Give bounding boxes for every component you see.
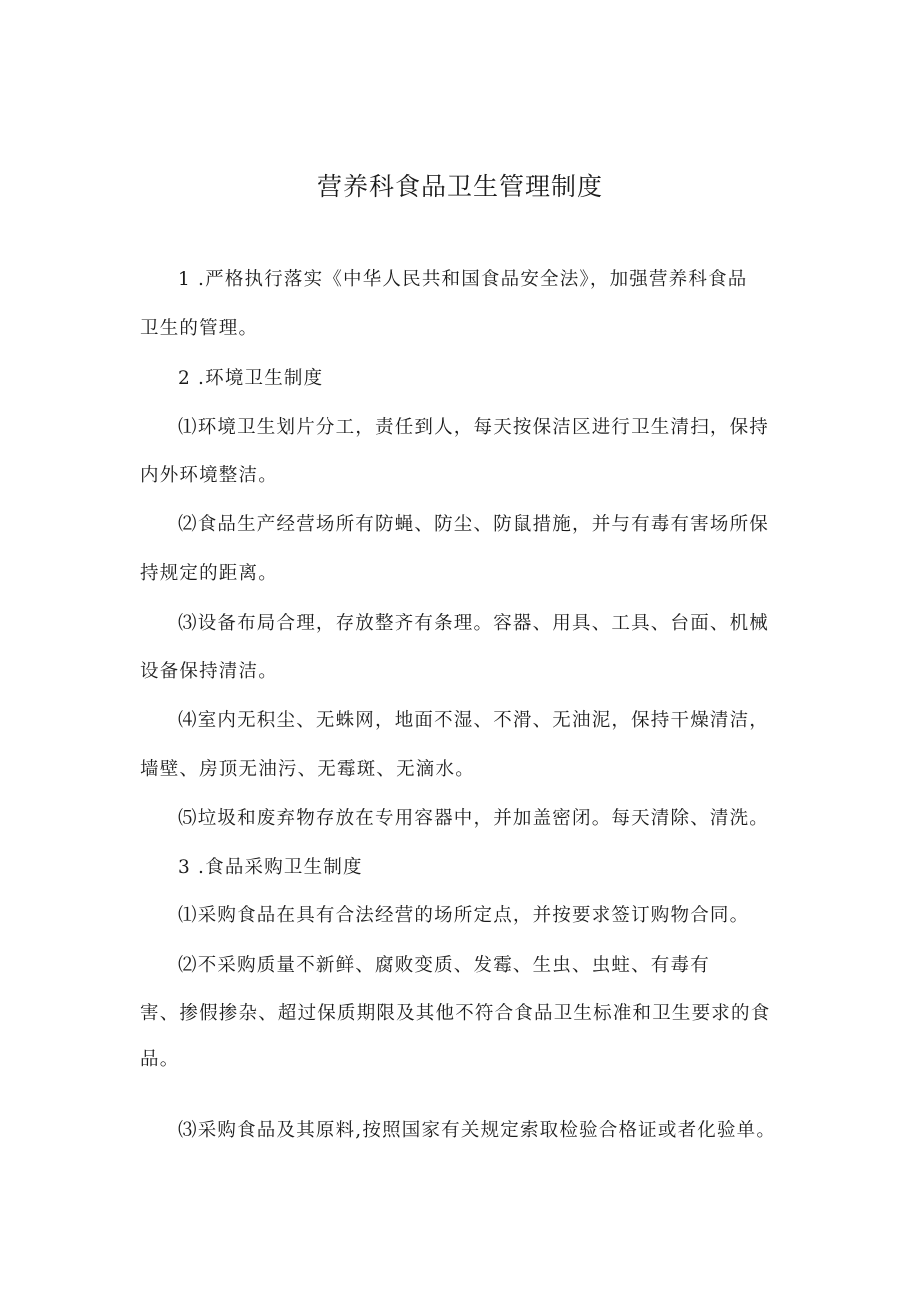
paragraph-line-15: ⑵不采购质量不新鲜、腐败变质、发霉、生虫、虫蛀、有毒有 (178, 955, 710, 976)
paragraph-line-18: ⑶采购食品及其原料,按照国家有关规定索取检验合格证或者化验单。 (178, 1120, 777, 1141)
paragraph-line-2: 卫生的管理。 (140, 318, 259, 339)
paragraph-line-1: 1 .严格执行落实《中华人民共和国食品安全法》，加强营养科食品 (178, 269, 748, 290)
paragraph-line-5: 内外环境整洁。 (140, 465, 278, 486)
paragraph-line-6: ⑵食品生产经营场所有防蝇、防尘、防鼠措施，并与有毒有害场所保 (178, 514, 770, 535)
paragraph-line-9: 设备保持清洁。 (140, 661, 278, 682)
paragraph-line-17: 品。 (140, 1049, 180, 1070)
paragraph-line-11: 墙壁、房顶无油污、无霉斑、无滴水。 (140, 759, 475, 780)
paragraph-line-12: ⑸垃圾和废弃物存放在专用容器中，并加盖密闭。每天清除、清洗。 (178, 808, 770, 829)
paragraph-line-14: ⑴采购食品在具有合法经营的场所定点，并按要求签订购物合同。 (178, 905, 750, 926)
paragraph-line-10: ⑷室内无积尘、无蛛网，地面不湿、不滑、无油泥，保持干燥清洁， (178, 710, 770, 731)
section-heading-3: 3 .食品采购卫生制度 (178, 857, 363, 878)
paragraph-line-8: ⑶设备布局合理，存放整齐有条理。容器、用具、工具、台面、机械 (178, 613, 770, 634)
paragraph-line-4: ⑴环境卫生划片分工，责任到人，每天按保洁区进行卫生清扫，保持 (178, 417, 770, 438)
paragraph-line-16: 害、掺假掺杂、超过保质期限及其他不符合食品卫生标准和卫生要求的食 (140, 1003, 771, 1024)
document-title: 营养科食品卫生管理制度 (316, 172, 603, 201)
paragraph-line-7: 持规定的距离。 (140, 563, 278, 584)
section-heading-2: 2 .环境卫生制度 (178, 368, 324, 389)
